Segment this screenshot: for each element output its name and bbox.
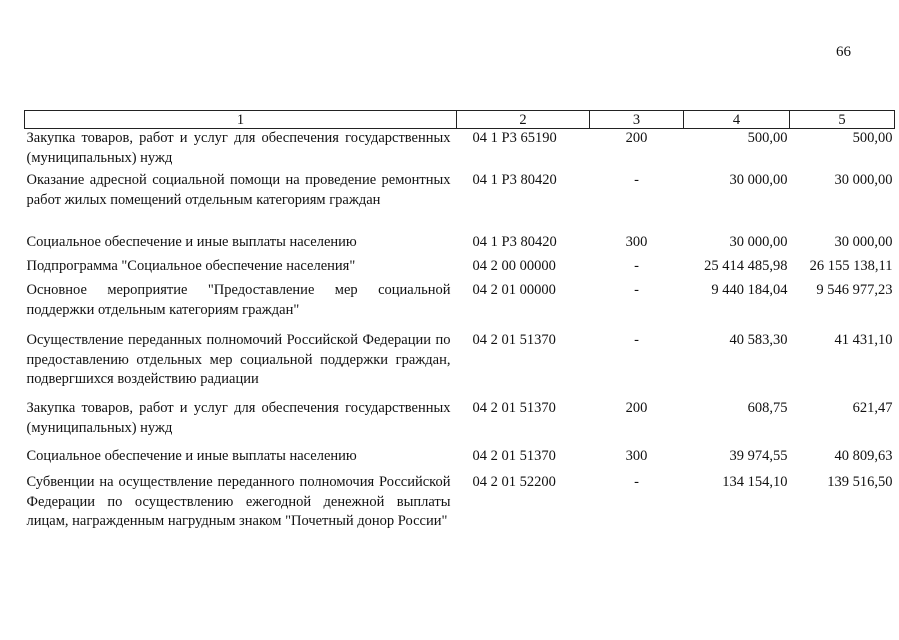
- table-body: [25, 129, 895, 554]
- row-sum-2: 139 516,50: [827, 474, 893, 490]
- row-name: Закупка товаров, работ и услуг для обеспечения государственных (муниципальных) нужд: [26, 400, 451, 436]
- row-sum-2: 30 000,00: [834, 234, 893, 250]
- table-row: [25, 331, 895, 399]
- row-code: 04 2 01 51370: [472, 448, 556, 464]
- page-number: 66: [836, 44, 851, 60]
- row-name: Основное мероприятие "Предоставление мер социальной поддержки отдельным категориям граждан": [26, 282, 451, 318]
- row-expense-type: -: [634, 474, 639, 490]
- row-sum-1: 9 440 184,04: [711, 282, 788, 298]
- row-sum-1: 30 000,00: [729, 234, 788, 250]
- row-sum-2: 41 431,10: [834, 332, 893, 348]
- header-col-5: 5: [790, 111, 895, 129]
- row-code: 04 2 00 00000: [472, 258, 556, 274]
- row-sum-1: 30 000,00: [729, 172, 788, 188]
- row-name: Социальное обеспечение и иные выплаты населению: [26, 448, 357, 464]
- table-row: [25, 233, 895, 257]
- row-expense-type: -: [634, 258, 639, 274]
- row-code: 04 2 01 52200: [472, 474, 556, 490]
- row-code: 04 1 Р3 80420: [472, 234, 557, 250]
- header-col-1: 1: [25, 111, 457, 129]
- row-name: Социальное обеспечение и иные выплаты населению: [26, 234, 357, 250]
- row-sum-1: 25 414 485,98: [704, 258, 788, 274]
- row-expense-type: -: [634, 332, 639, 348]
- table-row: [25, 257, 895, 281]
- row-code: 04 1 Р3 80420: [472, 172, 557, 188]
- row-expense-type: 300: [625, 448, 648, 464]
- row-expense-type: -: [634, 282, 639, 298]
- table-row: [25, 399, 895, 447]
- header-row: [25, 111, 895, 129]
- table-header: [25, 111, 895, 129]
- row-expense-type: -: [634, 172, 639, 188]
- row-expense-type: 200: [625, 400, 648, 416]
- row-code: 04 2 01 51370: [472, 400, 556, 416]
- row-sum-1: 500,00: [747, 130, 788, 146]
- row-name: Субвенции на осуществление переданного полномочия Российской Федерации по осуществлению ежегодной денежной выплаты лицам, награжденным нагрудным знаком "Почетный донор России": [26, 474, 451, 529]
- table-row: [25, 129, 895, 172]
- row-sum-2: 9 546 977,23: [816, 282, 893, 298]
- row-name: Закупка товаров, работ и услуг для обеспечения государственных (муниципальных) нужд: [26, 130, 451, 166]
- table-row: [25, 281, 895, 331]
- table-row: [25, 473, 895, 553]
- table-row: [25, 171, 895, 233]
- row-expense-type: 200: [625, 130, 648, 146]
- row-sum-1: 40 583,30: [729, 332, 788, 348]
- row-name: Подпрограмма "Социальное обеспечение населения": [26, 258, 356, 274]
- row-expense-type: 300: [625, 234, 648, 250]
- row-sum-2: 40 809,63: [834, 448, 893, 464]
- row-code: 04 2 01 51370: [472, 332, 556, 348]
- row-sum-2: 30 000,00: [834, 172, 893, 188]
- table-row: [25, 447, 895, 473]
- row-sum-1: 39 974,55: [729, 448, 788, 464]
- row-code: 04 2 01 00000: [472, 282, 556, 298]
- header-col-2: 2: [457, 111, 590, 129]
- row-sum-2: 500,00: [852, 130, 893, 146]
- row-code: 04 1 Р3 65190: [472, 130, 557, 146]
- row-sum-1: 134 154,10: [722, 474, 788, 490]
- budget-table: [24, 110, 895, 553]
- row-sum-2: 621,47: [852, 400, 893, 416]
- row-sum-1: 608,75: [747, 400, 788, 416]
- row-name: Осуществление переданных полномочий Российской Федерации по предоставлению отдельных мер социальной поддержки граждан, подвергшихся воздействию радиации: [26, 332, 451, 387]
- row-name: Оказание адресной социальной помощи на проведение ремонтных работ жилых помещений отдельным категориям граждан: [26, 172, 451, 208]
- header-col-4: 4: [684, 111, 790, 129]
- header-col-3: 3: [590, 111, 684, 129]
- row-sum-2: 26 155 138,11: [809, 258, 893, 274]
